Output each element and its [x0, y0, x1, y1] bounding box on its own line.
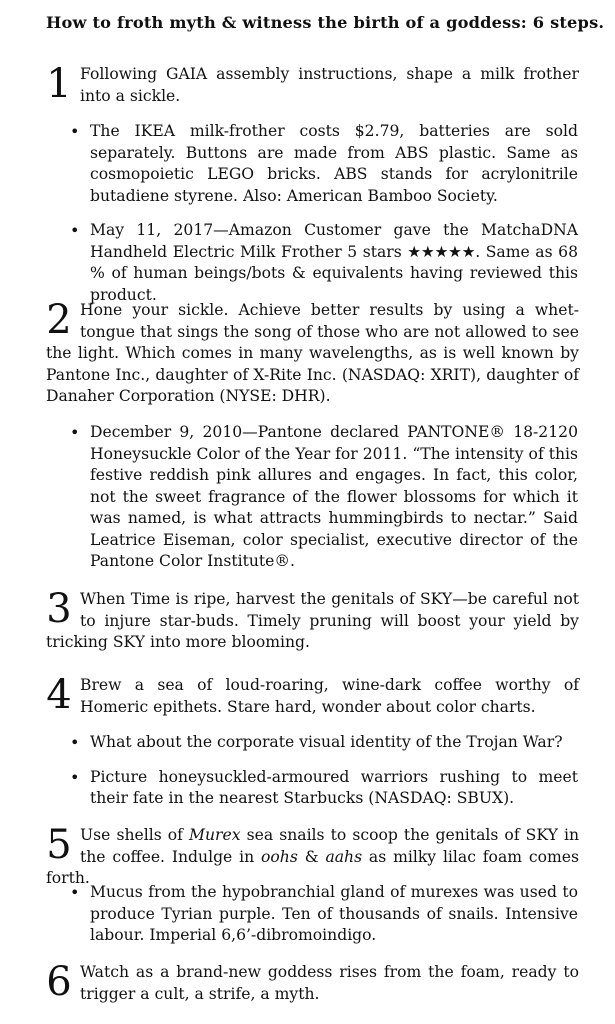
step-1: [46, 61, 579, 107]
list-item: • May 11, 2017—Amazon Customer gave the MatchaDNA Handheld Electric Milk Frother 5 stars ★★★★★. Same as 68 % of human beings/bots & equivalents having reviewed this product.: [70, 220, 578, 306]
step-4-bullets: [70, 732, 578, 823]
step-text: Hone your sickle. Achieve better results by using a whet-tongue that sings the song of those who are not allowed to see the light. Which comes in many wavelengths, as is well known by Pantone Inc., daughter of X-Rite Inc. (NASDAQ: XRIT), daughter of Danaher Corporation (NYSE: DHR).: [46, 301, 579, 405]
step-text: Following GAIA assembly instructions, shape a milk frother into a sickle.: [80, 65, 579, 105]
step-text: Watch as a brand-new goddess rises from the foam, ready to trigger a cult, a strife, a myth.: [80, 963, 579, 1003]
step-number: 4: [46, 672, 72, 718]
list-item: • Picture honeysuckled-armoured warriors rushing to meet their fate in the nearest Starbucks (NASDAQ: SBUX).: [70, 767, 578, 810]
page-title: How to froth myth & witness the birth of a goddess: 6 steps.: [46, 13, 605, 32]
list-item: • What about the corporate visual identity of the Trojan War?: [70, 732, 578, 754]
list-item: • December 9, 2010—Pantone declared PANTONE® 18-2120 Honeysuckle Color of the Year for 2011. “The intensity of this festive reddish pink allures and engages. In fact, this color, not the sweet fragrance of the flower blossoms for which it was named, is what attracts hummingbirds to nectar.” Said Leatrice Eiseman, color specialist, executive director of the Pantone Color Institute®.: [70, 422, 578, 573]
step-4: [46, 672, 579, 718]
step-number: 2: [46, 297, 72, 343]
step-5: 5 Use shells of Murex sea snails to scoop the genitals of SKY in the coffee. Indulge in oohs & aahs as milky lilac foam comes forth.: [46, 822, 580, 887]
step-text: When Time is ripe, harvest the genitals of SKY—be careful not to injure star-buds. Timely pruning will boost your yield by tricking SKY into more blooming.: [46, 590, 579, 651]
step-1-bullets: [70, 121, 578, 319]
step-number: 5: [46, 822, 72, 868]
step-number: 3: [46, 586, 72, 632]
step-number: 1: [46, 61, 72, 107]
step-number: 6: [46, 959, 72, 1005]
step-2: [46, 297, 579, 408]
step-3: [46, 586, 579, 654]
list-item: • Mucus from the hypobranchial gland of murexes was used to produce Tyrian purple. Ten of thousands of snails. Intensive labour. Imperial 6,6’-dibromoindigo.: [70, 882, 578, 947]
step-text: Brew a sea of loud-roaring, wine-dark coffee worthy of Homeric epithets. Stare hard, wonder about color charts.: [80, 676, 579, 716]
list-item: • The IKEA milk-frother costs $2.79, batteries are sold separately. Buttons are made from ABS plastic. Same as cosmopoietic LEGO bricks. ABS stands for acrylonitrile butadiene styrene. Also: American Bamboo Society.: [70, 121, 578, 207]
step-5-bullets: [70, 882, 578, 960]
step-2-bullets: [70, 422, 578, 586]
step-6: [46, 959, 579, 1005]
star-rating-icon: ★★★★★: [407, 242, 476, 261]
